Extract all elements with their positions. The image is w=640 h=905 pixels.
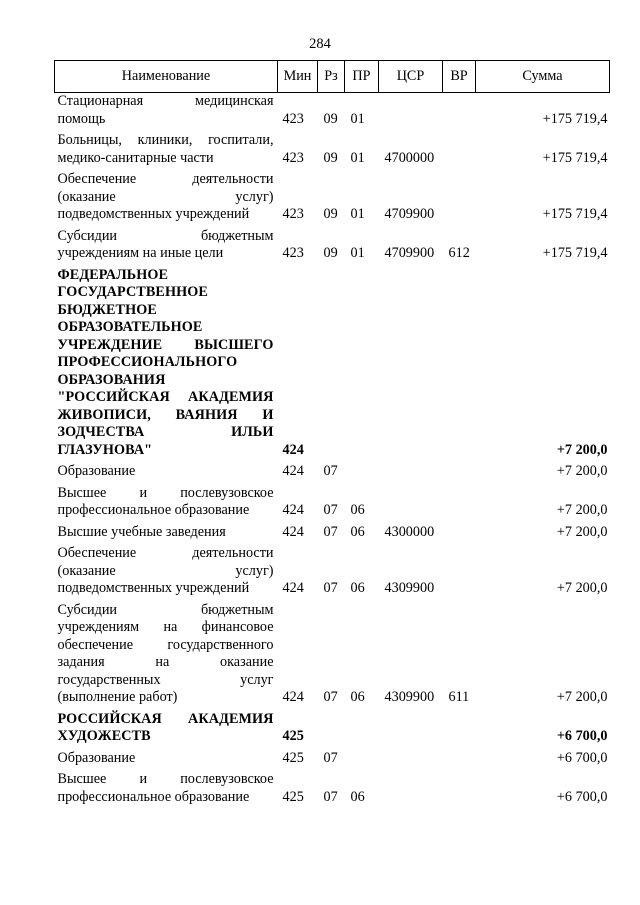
- row-csr: [379, 93, 443, 133]
- header-name: Наименование: [55, 61, 278, 93]
- table-row: [55, 132, 610, 171]
- row-csr: 4709900: [384, 206, 435, 222]
- row-min: 424: [282, 441, 304, 458]
- row-min: 423: [282, 245, 304, 261]
- row-vr: [443, 485, 476, 524]
- row-csr: 4700000: [384, 149, 435, 166]
- table-row: [55, 524, 610, 546]
- row-vr: [443, 93, 476, 133]
- row-sum: +175 719,4: [542, 110, 608, 127]
- row-rz: 07: [323, 788, 338, 805]
- header-vr: ВР: [443, 61, 476, 93]
- row-sum: +175 719,4: [542, 206, 608, 222]
- row-name: Высшее и послевузовское профессиональное образование: [57, 771, 274, 805]
- table-row: [55, 602, 610, 711]
- row-csr: 4309900: [384, 689, 435, 705]
- row-rz: 07: [323, 463, 338, 479]
- row-rz: 09: [323, 245, 338, 261]
- row-pr: 06: [350, 788, 365, 805]
- row-name: Высшие учебные заведения: [57, 523, 226, 540]
- row-min: 423: [282, 110, 304, 127]
- table-row: [55, 545, 610, 602]
- header-pr: ПР: [345, 61, 379, 93]
- row-pr: 01: [350, 110, 365, 127]
- row-csr: 4309900: [384, 580, 435, 596]
- row-sum: +7 200,0: [556, 523, 608, 540]
- row-name: Больницы, клиники, госпитали, медико-санитарные части: [57, 132, 274, 166]
- row-name: Субсидии бюджетным учреждениям на финансовое обеспечение государственного задания на оказание государственных услуг (выполнение работ): [57, 601, 274, 705]
- header-rz: Рз: [318, 61, 345, 93]
- row-name: Высшее и послевузовское профессиональное образование: [57, 484, 274, 518]
- table-row: [55, 93, 610, 133]
- table-row: [55, 463, 610, 485]
- row-pr: 06: [350, 580, 365, 596]
- row-vr: [443, 132, 476, 171]
- row-sum: +7 200,0: [556, 441, 608, 458]
- row-csr: [379, 463, 443, 485]
- row-rz: [318, 711, 345, 750]
- row-vr: 611: [448, 689, 470, 705]
- row-name: Образование: [57, 463, 136, 479]
- row-pr: [345, 711, 379, 750]
- row-name: Субсидии бюджетным учреждениям на иные цели: [57, 227, 274, 261]
- row-sum: +7 200,0: [556, 580, 608, 596]
- row-name: РОССИЙСКАЯ АКАДЕМИЯ ХУДОЖЕСТВ: [57, 710, 274, 744]
- row-vr: [443, 267, 476, 464]
- row-rz: 09: [323, 206, 338, 222]
- row-sum: +7 200,0: [556, 689, 608, 705]
- row-name: Обеспечение деятельности (оказание услуг) подведомственных учреждений: [57, 545, 274, 596]
- row-csr: 4300000: [384, 523, 435, 540]
- page-number: 284: [309, 36, 331, 52]
- row-min: 423: [282, 206, 304, 222]
- row-sum: +7 200,0: [556, 463, 608, 479]
- row-pr: [345, 463, 379, 485]
- table-row: [55, 171, 610, 228]
- row-rz: 07: [323, 749, 338, 766]
- row-rz: 09: [323, 110, 338, 127]
- row-min: 424: [282, 502, 304, 518]
- row-sum: +175 719,4: [542, 245, 608, 261]
- row-rz: [318, 267, 345, 464]
- row-rz: 07: [323, 502, 338, 518]
- header-min: Мин: [278, 61, 318, 93]
- budget-table: [54, 60, 610, 810]
- row-pr: [345, 267, 379, 464]
- row-csr: [379, 711, 443, 750]
- row-min: 425: [282, 749, 304, 766]
- row-vr: [443, 711, 476, 750]
- row-csr: [379, 485, 443, 524]
- table-row: [55, 711, 610, 750]
- row-pr: [345, 750, 379, 772]
- row-min: 425: [282, 728, 304, 744]
- row-rz: 07: [323, 689, 338, 705]
- row-vr: [443, 171, 476, 228]
- row-min: 425: [282, 788, 304, 805]
- row-name: Обеспечение деятельности (оказание услуг) подведомственных учреждений: [57, 171, 274, 222]
- row-rz: 07: [323, 523, 338, 540]
- row-vr: [443, 524, 476, 546]
- table-header-row: [55, 61, 610, 93]
- table-row: [55, 485, 610, 524]
- row-min: 424: [282, 523, 304, 540]
- row-vr: [443, 545, 476, 602]
- row-pr: 01: [350, 149, 365, 166]
- row-pr: 01: [350, 206, 365, 222]
- row-min: 424: [282, 580, 304, 596]
- table-row: [55, 228, 610, 267]
- row-name: Образование: [57, 749, 136, 766]
- row-name: ФЕДЕРАЛЬНОЕ ГОСУДАРСТВЕННОЕ БЮДЖЕТНОЕ ОБРАЗОВАТЕЛЬНОЕ УЧРЕЖДЕНИЕ ВЫСШЕГО ПРОФЕССИОНАЛЬНОГО ОБРАЗОВАНИЯ "РОССИЙСКАЯ АКАДЕМИЯ ЖИВОПИСИ, ВАЯНИЯ И ЗОДЧЕСТВА ИЛЬИ ГЛАЗУНОВА": [57, 266, 274, 458]
- row-name: Стационарная медицинская помощь: [57, 93, 274, 127]
- row-min: 424: [282, 689, 304, 705]
- row-pr: 06: [350, 689, 365, 705]
- row-vr: [443, 750, 476, 772]
- row-pr: 06: [350, 523, 365, 540]
- row-vr: 612: [448, 245, 470, 261]
- table-row: [55, 750, 610, 772]
- row-rz: 09: [323, 149, 338, 166]
- row-sum: +6 700,0: [556, 788, 608, 805]
- row-sum: +175 719,4: [542, 149, 608, 166]
- row-min: 423: [282, 149, 304, 166]
- row-csr: [379, 771, 443, 810]
- row-csr: 4709900: [384, 245, 435, 261]
- header-sum: Сумма: [476, 61, 610, 93]
- row-vr: [443, 771, 476, 810]
- row-sum: +6 700,0: [556, 749, 608, 766]
- row-pr: 06: [350, 502, 365, 518]
- row-vr: [443, 463, 476, 485]
- row-csr: [379, 750, 443, 772]
- table-row: [55, 771, 610, 810]
- row-min: 424: [282, 463, 304, 479]
- row-rz: 07: [323, 580, 338, 596]
- row-sum: +6 700,0: [556, 728, 608, 744]
- row-pr: 01: [350, 245, 365, 261]
- row-sum: +7 200,0: [556, 502, 608, 518]
- table-row: [55, 267, 610, 464]
- header-csr: ЦСР: [379, 61, 443, 93]
- row-csr: [379, 267, 443, 464]
